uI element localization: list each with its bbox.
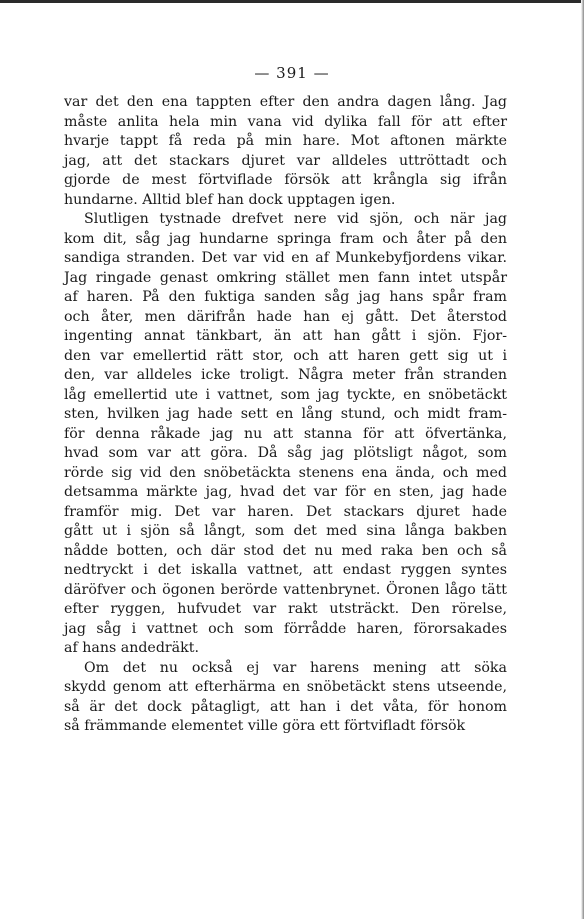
text-line: af haren. På den fuktiga sanden såg jag hans spår fram	[64, 289, 507, 305]
text-line: var det den ena tappten efter den andra dagen lång. Jag	[64, 94, 507, 110]
paragraph	[64, 210, 507, 659]
text-line: nådde botten, och där stod det nu med raka ben och så	[64, 542, 507, 559]
body-text	[64, 93, 507, 737]
text-line: kom dit, såg jag hundarne springa fram och åter på den	[64, 230, 507, 247]
text-line: Jag ringade genast omkring stället men fann intet utspår	[64, 269, 507, 286]
text-line: låg emellertid ute i vattnet, som jag tyckte, en snöbetäckt	[64, 386, 507, 403]
text-line: så är det dock påtagligt, att han i det våta, för honom	[64, 698, 507, 715]
paragraph	[64, 659, 507, 737]
paragraph	[64, 93, 507, 210]
text-line: af hans andedräkt.	[64, 640, 199, 656]
top-border-line	[0, 0, 584, 3]
text-line: jag, att det stackars djuret var alldeles uttröttadt och	[64, 152, 507, 169]
text-line: och åter, men därifrån hade han ej gått. Det återstod	[64, 308, 507, 325]
text-line: den var emellertid rätt stor, och att haren gett sig ut i	[64, 347, 507, 364]
text-line: efter ryggen, hufvudet var rakt utsträckt. Den rörelse,	[64, 601, 507, 617]
text-line: detsamma märkte jag, hvad det var för en sten, jag hade	[64, 484, 507, 500]
text-line: hundarne. Alltid blef han dock upptagen igen.	[64, 191, 396, 208]
text-line: gått ut i sjön så långt, som det med sina långa bakben	[64, 523, 507, 539]
text-line: däröfver och ögonen berörde vattenbrynet. Öronen lågo tätt	[64, 581, 507, 598]
text-line: hvarje tappt få reda på min hare. Mot aftonen märkte	[64, 133, 507, 149]
text-line: för denna råkade jag nu att stanna för att öfvertänka,	[64, 425, 507, 442]
text-line: gjorde de mest förtviflade försök att krångla sig ifrån	[64, 172, 507, 188]
text-line: ingenting annat tänkbart, än att han gått i sjön. Fjor-	[64, 328, 507, 344]
text-line: så främmande elementet ville göra ett förtvifladt försök	[64, 718, 466, 734]
text-line: jag såg i vattnet och som förrådde haren, förorsakades	[64, 620, 507, 637]
text-line: skydd genom att efterhärma en snöbetäckt stens utseende,	[64, 679, 507, 695]
text-line: sandiga stranden. Det var vid en af Munkebyfjordens vikar.	[64, 250, 507, 266]
text-line: rörde sig vid den snöbetäckta stenens ena ända, och med	[64, 464, 507, 481]
text-line: Om det nu också ej var harens mening att söka	[84, 659, 507, 676]
text-line: den, var alldeles icke troligt. Några meter från stranden	[64, 367, 507, 383]
text-line: sten, hvilken jag hade sett en lång stund, och midt fram-	[64, 406, 507, 422]
text-line: framför mig. Det var haren. Det stackars djuret hade	[64, 503, 507, 520]
text-line: Slutligen tystnade drefvet nere vid sjön, och när jag	[84, 211, 507, 227]
text-line: hvad som var att göra. Då såg jag plötsligt något, som	[64, 445, 507, 461]
page-number: — 391 —	[254, 64, 330, 82]
text-line: måste anlita hela min vana vid dylika fall för att efter	[64, 113, 507, 130]
text-line: nedtryckt i det iskalla vattnet, att endast ryggen syntes	[64, 562, 507, 578]
